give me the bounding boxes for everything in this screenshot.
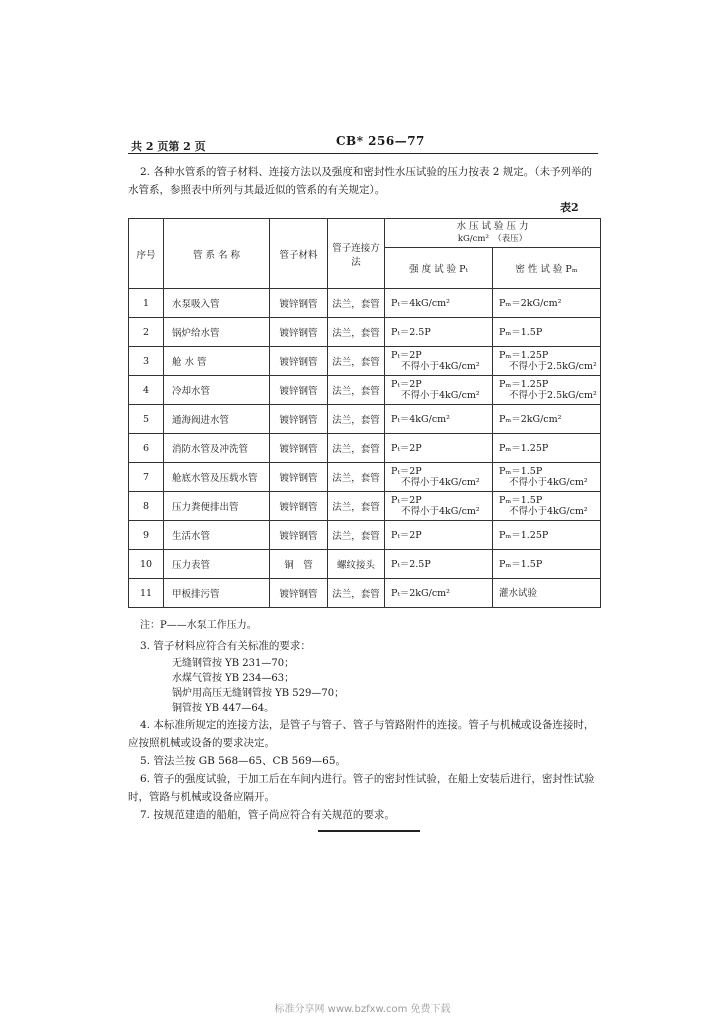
row-connection: 法兰，套管 xyxy=(328,521,385,550)
table-row xyxy=(129,492,601,521)
table-row xyxy=(129,318,601,347)
standard-item: 锅炉用高压无缝钢管按 YB 529—70； xyxy=(172,688,345,699)
table-row xyxy=(129,376,601,405)
table-note: 注：P——水泵工作压力。 xyxy=(140,620,257,631)
table-row xyxy=(129,463,601,492)
row-seal: Pₘ＝1.5P xyxy=(493,318,601,347)
row-connection: 法兰，套管 xyxy=(328,579,385,608)
paragraph-7: 7. 按规范建造的船舶，管子尚应符合有关规范的要求。 xyxy=(140,809,395,821)
row-name: 舱底水管及压载水管 xyxy=(164,463,270,492)
row-material: 镀锌钢管 xyxy=(270,318,328,347)
row-name: 压力粪便排出管 xyxy=(164,492,270,521)
row-seal: Pₘ＝2kG/cm² xyxy=(493,289,601,318)
row-connection: 法兰，套管 xyxy=(328,405,385,434)
row-strength: Pₜ＝2P 不得小于4kG/cm² xyxy=(385,347,493,376)
row-material: 镀锌钢管 xyxy=(270,521,328,550)
row-material: 镀锌钢管 xyxy=(270,376,328,405)
table-row xyxy=(129,405,601,434)
row-no: 7 xyxy=(129,463,164,492)
col-header-no: 序号 xyxy=(129,219,164,289)
row-no: 9 xyxy=(129,521,164,550)
row-material: 镀锌钢管 xyxy=(270,289,328,318)
row-connection: 螺纹接头 xyxy=(328,550,385,579)
paragraph-6: 6. 管子的强度试验，于加工后在车间内进行。管子的密封性试验，在船上安装后进行，密封性试验时，管路与机械或设备应隔开。 xyxy=(128,773,595,803)
row-connection: 法兰，套管 xyxy=(328,376,385,405)
row-name: 生活水管 xyxy=(164,521,270,550)
row-strength: Pₜ＝2.5P xyxy=(385,318,493,347)
row-name: 消防水管及冲洗管 xyxy=(164,434,270,463)
row-name: 冷却水管 xyxy=(164,376,270,405)
col-header-strength: 强 度 试 验 Pₜ xyxy=(385,248,493,289)
row-material: 镀锌钢管 xyxy=(270,579,328,608)
row-material: 镀锌钢管 xyxy=(270,434,328,463)
row-material: 镀锌钢管 xyxy=(270,463,328,492)
row-connection: 法兰，套管 xyxy=(328,318,385,347)
row-seal: Pₘ＝1.5P 不得小于4kG/cm² xyxy=(493,463,601,492)
table-row xyxy=(129,434,601,463)
row-name: 水泵吸入管 xyxy=(164,289,270,318)
row-strength: Pₜ＝2P 不得小于4kG/cm² xyxy=(385,492,493,521)
row-no: 4 xyxy=(129,376,164,405)
paragraph-5: 5. 管法兰按 GB 568—65、CB 569—65。 xyxy=(140,755,347,767)
row-strength: Pₜ＝2kG/cm² xyxy=(385,579,493,608)
row-material: 镀锌钢管 xyxy=(270,405,328,434)
table-row xyxy=(129,347,601,376)
row-material: 镀锌钢管 xyxy=(270,347,328,376)
paragraph-4: 4. 本标准所规定的连接方法，是管子与管子、管子与管路附件的连接。管子与机械或设备连接时，应按照机械或设备的要求决定。 xyxy=(128,719,595,749)
footer-watermark: 标准分享网 www.bzfxw.com 免费下载 xyxy=(274,1004,451,1015)
paragraph-2: 2. 各种水管系的管子材料、连接方法以及强度和密封性水压试验的压力按表 2 规定。（未予列举的水管系，参照表中所列与其最近似的管系的有关规定）。 xyxy=(128,166,592,196)
row-no: 2 xyxy=(129,318,164,347)
pressure-unit: kG/cm² （表压） xyxy=(457,234,528,244)
row-name: 锅炉给水管 xyxy=(164,318,270,347)
row-seal: Pₘ＝1.25P xyxy=(493,521,601,550)
standard-item: 无缝钢管按 YB 231—70； xyxy=(172,658,295,669)
row-strength: Pₜ＝2.5P xyxy=(385,550,493,579)
row-name: 通海阀进水管 xyxy=(164,405,270,434)
col-header-material: 管子材料 xyxy=(270,219,328,289)
table-number: 表2 xyxy=(560,201,579,214)
row-material: 铜 管 xyxy=(270,550,328,579)
row-no: 11 xyxy=(129,579,164,608)
row-strength: Pₜ＝2P xyxy=(385,521,493,550)
row-material: 镀锌钢管 xyxy=(270,492,328,521)
row-seal: Pₘ＝1.5P xyxy=(493,550,601,579)
pressure-title: 水 压 试 验 压 力 xyxy=(456,221,529,232)
row-name: 舱 水 管 xyxy=(164,347,270,376)
col-header-seal: 密 性 试 验 Pₘ xyxy=(493,248,601,289)
row-seal: Pₘ＝1.25P xyxy=(493,434,601,463)
row-no: 6 xyxy=(129,434,164,463)
row-name: 压力表管 xyxy=(164,550,270,579)
pressure-test-table xyxy=(128,218,601,608)
standard-item: 水煤气管按 YB 234—63； xyxy=(172,673,295,684)
col-header-name: 管 系 名 称 xyxy=(164,219,270,289)
row-connection: 法兰，套管 xyxy=(328,434,385,463)
standard-item: 铜管按 YB 447—64。 xyxy=(172,703,275,714)
row-seal: 灌水试验 xyxy=(493,579,601,608)
row-no: 8 xyxy=(129,492,164,521)
row-seal: Pₘ＝1.25P 不得小于2.5kG/cm² xyxy=(493,376,601,405)
row-strength: Pₜ＝4kG/cm² xyxy=(385,405,493,434)
row-no: 5 xyxy=(129,405,164,434)
row-name: 甲板排污管 xyxy=(164,579,270,608)
end-rule xyxy=(318,830,420,832)
row-strength: Pₜ＝2P 不得小于4kG/cm² xyxy=(385,463,493,492)
page-info: 共 2 页第 2 页 xyxy=(131,140,206,153)
table-row xyxy=(129,521,601,550)
standard-code: CB* 256—77 xyxy=(336,134,425,148)
table-row xyxy=(129,579,601,608)
row-seal: Pₘ＝1.5P 不得小于4kG/cm² xyxy=(493,492,601,521)
row-no: 3 xyxy=(129,347,164,376)
paragraph-3: 3. 管子材料应符合有关标准的要求： xyxy=(140,640,311,652)
row-seal: Pₘ＝2kG/cm² xyxy=(493,405,601,434)
row-strength: Pₜ＝2P xyxy=(385,434,493,463)
header-divider xyxy=(128,153,598,154)
row-seal: Pₘ＝1.25P 不得小于2.5kG/cm² xyxy=(493,347,601,376)
row-connection: 法兰，套管 xyxy=(328,463,385,492)
row-no: 10 xyxy=(129,550,164,579)
table-row xyxy=(129,289,601,318)
row-strength: Pₜ＝2P 不得小于4kG/cm² xyxy=(385,376,493,405)
row-connection: 法兰，套管 xyxy=(328,492,385,521)
row-no: 1 xyxy=(129,289,164,318)
col-header-pressure xyxy=(385,219,601,248)
row-connection: 法兰，套管 xyxy=(328,289,385,318)
row-connection: 法兰，套管 xyxy=(328,347,385,376)
col-header-connection: 管子连接方法 xyxy=(328,219,385,289)
row-strength: Pₜ＝4kG/cm² xyxy=(385,289,493,318)
table-row xyxy=(129,550,601,579)
